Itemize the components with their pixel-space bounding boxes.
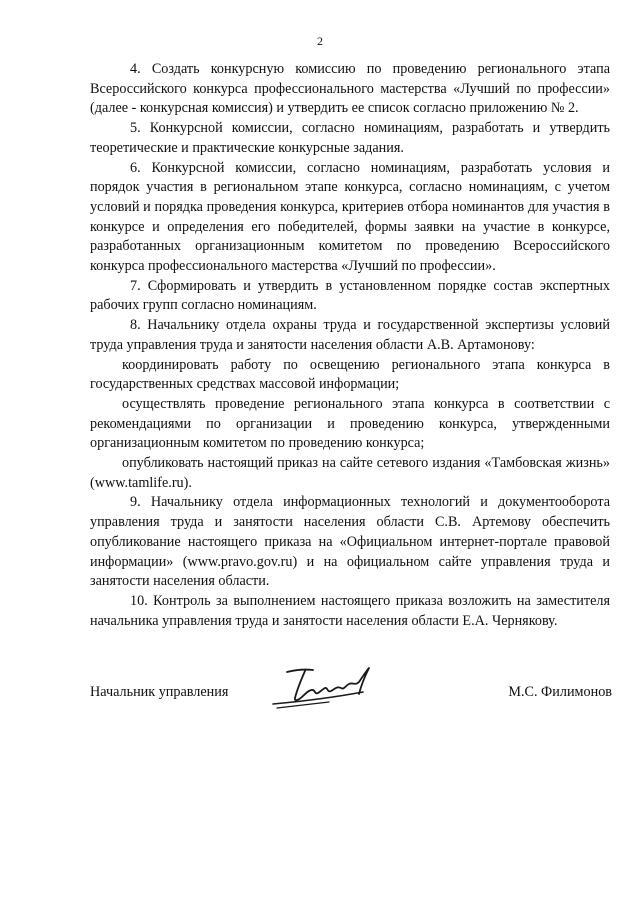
paragraph-6: 6. Конкурсной комиссии, согласно номинациям, разработать условия и порядок участия в региональном этапе конкурса, согласно номинациям, с учетом условий и порядка проведения конкурса, критериев отбора номинантов для участия в конкурсе и определения его победителей, формы заявки на участие в конкурсе, разработанных организационным комитетом по проведению Всероссийского конкурса профессионального мастерства «Лучший по профессии». <box>90 159 610 275</box>
signatory-title: Начальник управления <box>90 684 229 700</box>
paragraph-5: 5. Конкурсной комиссии, согласно номинациям, разработать и утвердить теоретические и практические конкурсные задания. <box>90 120 610 156</box>
page-number: 2 <box>317 34 323 48</box>
paragraph-10: 10. Контроль за выполнением настоящего приказа возложить на заместителя начальника управления труда и занятости населения области Е.А. Чернякову. <box>90 592 610 629</box>
paragraph-8-item-publish: опубликовать настоящий приказ на сайте сетевого издания «Тамбовская жизнь» (www.tamlife.ru). <box>90 455 610 491</box>
handwritten-signature <box>265 662 395 710</box>
paragraph-8-item-conduct: осуществлять проведение регионального этапа конкурса в соответствии с рекомендациями по организации и проведению конкурса, утвержденными организационным комитетом по проведению конкурса; <box>90 395 610 452</box>
paragraph-7: 7. Сформировать и утвердить в установленном порядке состав экспертных рабочих групп согласно номинациям. <box>90 277 610 314</box>
signatory-name: М.С. Филимонов <box>508 684 612 700</box>
paragraph-8: 8. Начальнику отдела охраны труда и государственной экспертизы условий труда управления труда и занятости населения области А.В. Артамонову: <box>90 317 610 353</box>
paragraph-9: 9. Начальнику отдела информационных технологий и документооборота управления труда и занятости населения области С.В. Артемову обеспечить опубликование настоящего приказа на «Официальном интернет-портале правовой информации» (www.pravo.gov.ru) и на официальном сайте управления труда и занятости населения области. <box>90 494 610 590</box>
paragraph-8-item-coordinate: координировать работу по освещению регионального этапа конкурса в государственных средствах массовой информации; <box>90 356 610 393</box>
document-body <box>90 60 610 631</box>
paragraph-4: 4. Создать конкурсную комиссию по проведению регионального этапа Всероссийского конкурса профессионального мастерства «Лучший по профессии» (далее - конкурсная комиссия) и утвердить ее список согласно приложению № 2. <box>90 61 610 117</box>
